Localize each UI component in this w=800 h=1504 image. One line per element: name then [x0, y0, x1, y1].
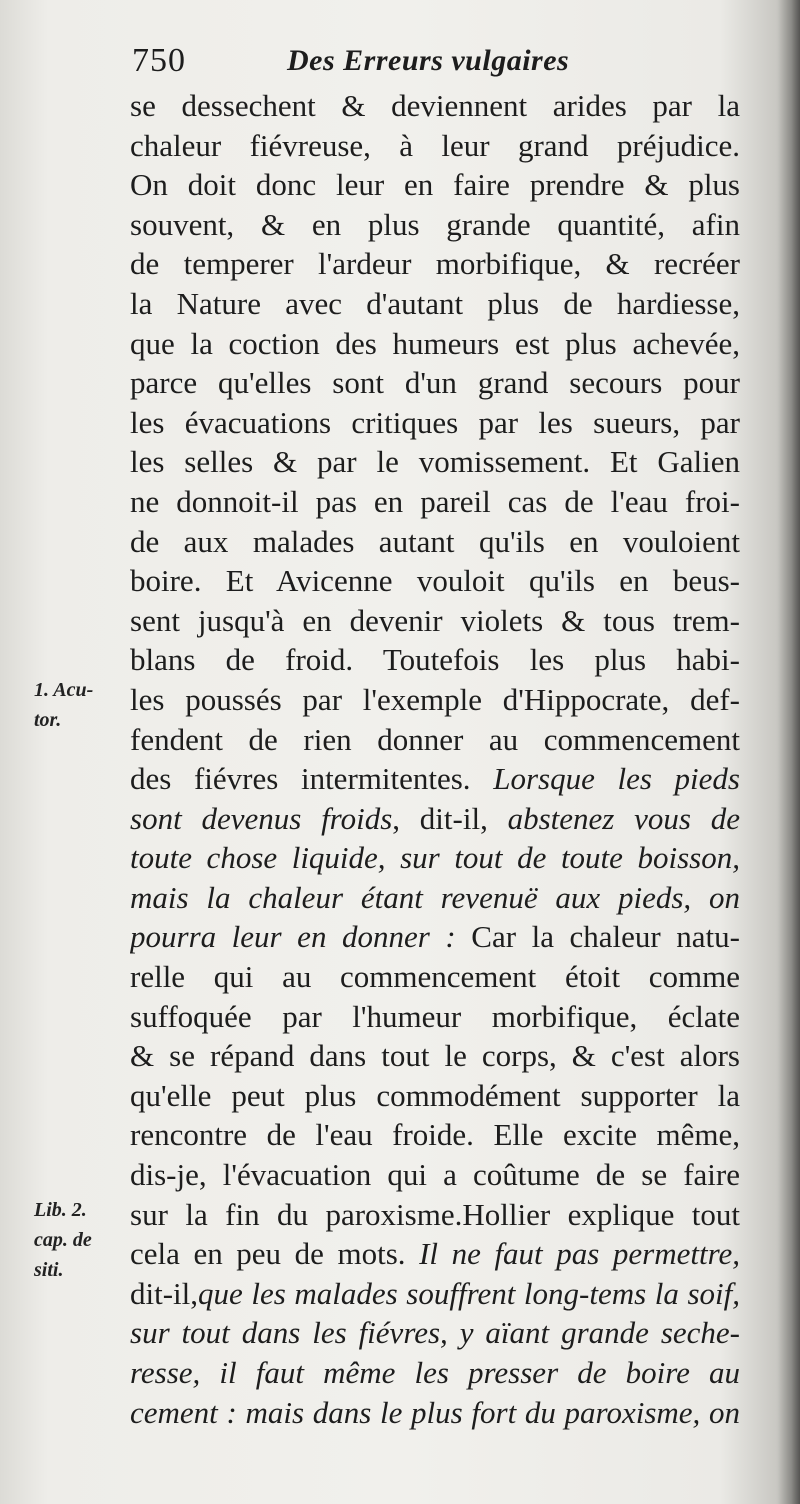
page-header [132, 42, 632, 86]
text-line: la Nature avec d'autant plus de hardiesse, [130, 285, 740, 321]
text-line: les poussés par l'exemple d'Hippocrate, def- [130, 681, 740, 717]
text-line: parce qu'elles sont d'un grand secours pour [130, 365, 740, 401]
text-line-mixed [130, 917, 740, 957]
text-line: qu'elle peut plus commodément supporter la [130, 1077, 740, 1113]
text-line: souvent, & en plus grande quantité, afin [130, 206, 740, 242]
text-line: de temperer l'ardeur morbifique, & recréer [130, 246, 740, 282]
text-line: dis-je, l'évacuation qui a coûtume de se faire [130, 1157, 740, 1193]
text-line-italic: mais la chaleur étant revenuë aux pieds, on [130, 879, 740, 915]
page-number: 750 [132, 42, 186, 79]
roman-text: Car la chaleur natu- [455, 919, 740, 955]
margin-note-line: siti. [34, 1259, 64, 1281]
margin-note-lib [34, 1195, 124, 1285]
text-line: se dessechent & deviennent arides par la [130, 88, 740, 123]
text-line: suffoquée par l'humeur morbifique, éclate [130, 998, 740, 1034]
margin-note-line: tor. [34, 709, 62, 731]
margin-note-line: cap. de [34, 1229, 92, 1251]
roman-text: des fiévres intermitentes. [130, 761, 494, 797]
roman-text: dit-il, [130, 1275, 199, 1311]
text-line-italic: resse, il faut même les presser de boire au [130, 1355, 740, 1390]
italic-quote: Lorsque les pieds [493, 761, 740, 797]
italic-quote: pourra leur en donner : [130, 919, 456, 955]
text-line: sur la fin du paroxisme.Hollier explique tout [130, 1196, 740, 1232]
body-text [130, 86, 740, 1432]
roman-text: cela en peu de mots. [130, 1236, 420, 1272]
text-line-mixed [130, 759, 740, 799]
text-line-italic: cement : mais dans le plus fort du paroxisme, on [130, 1394, 740, 1430]
italic-quote: Il ne faut pas permettre, [419, 1236, 740, 1272]
text-line: sent jusqu'à en devenir violets & tous trem- [130, 602, 740, 638]
text-line: On doit donc leur en faire prendre & plus [130, 167, 740, 203]
margin-note-acutor [34, 675, 124, 735]
text-line-mixed [130, 1234, 740, 1274]
text-line: chaleur fiévreuse, à leur grand préjudice. [130, 127, 740, 163]
text-line: les selles & par le vomissement. Et Galien [130, 444, 740, 480]
text-line: & se répand dans tout le corps, & c'est alors [130, 1038, 740, 1074]
text-line-mixed [130, 1274, 740, 1314]
italic-quote: abstenez vous de [507, 800, 740, 836]
text-line: relle qui au commencement étoit comme [130, 959, 740, 995]
text-line: les évacuations critiques par les sueurs, par [130, 404, 740, 440]
text-line: blans de froid. Toutefois les plus habi- [130, 642, 740, 678]
text-line: rencontre de l'eau froide. Elle excite même, [130, 1117, 740, 1153]
text-line-mixed [130, 799, 740, 839]
roman-text: , dit-il, [392, 800, 508, 836]
margin-note-line: 1. Acu- [34, 679, 94, 701]
text-line: de aux malades autant qu'ils en vouloient [130, 523, 740, 559]
italic-quote: que les malades souffrent long-tems la soif, [198, 1275, 740, 1311]
text-line: ne donnoit-il pas en pareil cas de l'eau froi- [130, 483, 740, 519]
page-edge-shadow [778, 0, 800, 1504]
running-head: Des Erreurs vulgaires [287, 44, 570, 77]
text-line-italic: sur tout dans les fiévres, y aïant grande seche- [130, 1315, 740, 1351]
margin-note-line: Lib. 2. [34, 1199, 87, 1221]
text-line: que la coction des humeurs est plus achevée, [130, 325, 740, 361]
text-line-italic: toute chose liquide, sur tout de toute boisson, [130, 840, 740, 876]
italic-quote: sont devenus froids [130, 800, 393, 836]
text-line: fendent de rien donner au commencement [130, 721, 740, 757]
text-line: boire. Et Avicenne vouloit qu'ils en beus- [130, 563, 740, 599]
